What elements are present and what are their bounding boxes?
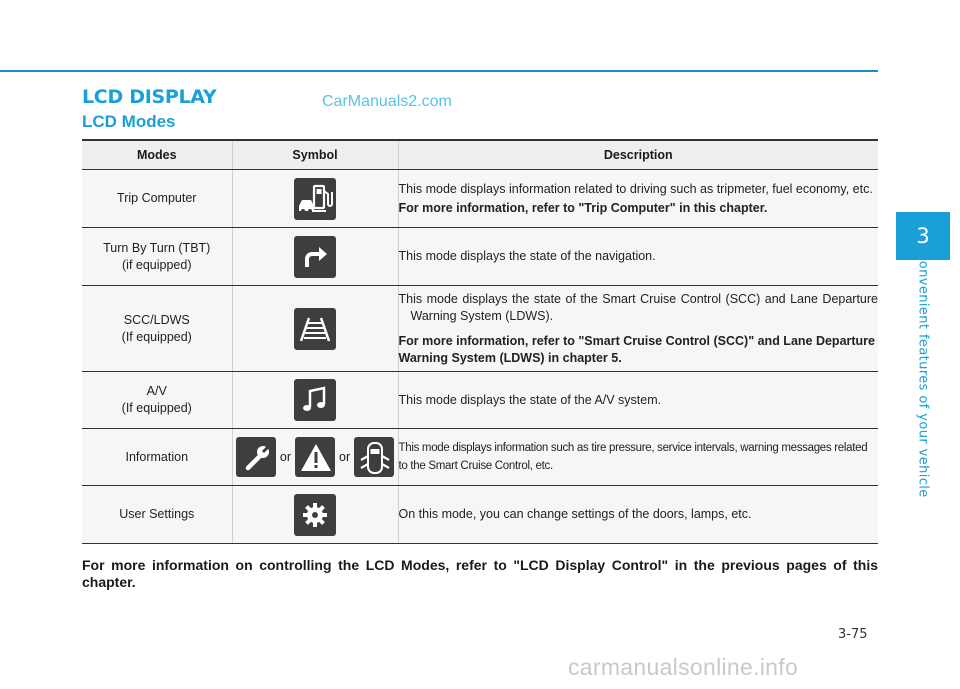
mode-qualifier: (If equipped) xyxy=(121,329,192,344)
symbol-cell xyxy=(232,228,398,286)
mode-cell xyxy=(82,372,232,429)
bottom-watermark: carmanualsonline.info xyxy=(568,654,799,680)
mode-name: SCC/LDWS xyxy=(123,312,190,327)
page-title: LCD DISPLAY xyxy=(82,86,217,108)
mode-name: Information xyxy=(125,449,189,464)
chapter-tab: 3 xyxy=(896,212,950,260)
lcd-modes-table xyxy=(82,139,878,544)
mode-cell xyxy=(82,486,232,544)
mode-cell xyxy=(82,228,232,286)
turn-arrow-icon xyxy=(294,236,336,278)
mode-cell xyxy=(82,286,232,372)
mode-description: This mode displays information related to driving such as tripmeter, fuel economy, etc. xyxy=(398,181,873,196)
symbol-cell xyxy=(232,429,398,486)
mode-reference: For more information, refer to "Trip Computer" in this chapter. xyxy=(398,200,768,215)
table-row xyxy=(82,429,878,486)
or-separator: or xyxy=(339,450,351,464)
lane-icon xyxy=(294,308,336,350)
header-modes: Modes xyxy=(82,140,232,170)
description-cell xyxy=(398,429,878,486)
warning-icon xyxy=(295,437,335,477)
music-note-icon xyxy=(294,379,336,421)
table-row xyxy=(82,170,878,228)
mode-name: Trip Computer xyxy=(117,191,197,205)
mode-description: This mode displays the state of the Smart Cruise Control (SCC) and Lane Departure Warning System (LDWS). xyxy=(398,291,878,323)
mode-description: On this mode, you can change settings of the doors, lamps, etc. xyxy=(398,507,752,521)
car-doors-icon xyxy=(354,437,394,477)
mode-qualifier: (If equipped) xyxy=(121,401,192,415)
symbol-cell xyxy=(232,372,398,429)
symbol-cell xyxy=(232,286,398,372)
table-row xyxy=(82,228,878,286)
mode-cell xyxy=(82,170,232,228)
top-rule xyxy=(0,70,878,72)
gear-icon xyxy=(294,494,336,536)
header-description: Description xyxy=(398,140,878,170)
description-cell xyxy=(398,170,878,228)
wrench-icon xyxy=(236,437,276,477)
table-header-row xyxy=(82,140,878,170)
section-subtitle: LCD Modes xyxy=(82,112,176,131)
mode-cell xyxy=(82,429,232,486)
trip-computer-icon xyxy=(294,178,336,220)
or-separator: or xyxy=(279,450,291,464)
mode-qualifier: (if equipped) xyxy=(122,257,192,272)
page-number: 3-75 xyxy=(838,627,868,642)
mode-name: Turn By Turn (TBT) xyxy=(103,240,211,255)
table-row xyxy=(82,372,878,429)
description-cell xyxy=(398,228,878,286)
table-row xyxy=(82,486,878,544)
description-cell xyxy=(398,486,878,544)
chapter-label: Convenient features of your vehicle xyxy=(915,251,931,498)
mode-description: This mode displays information such as tire pressure, service intervals, warning messages related to the Smart Cruise Control, etc. xyxy=(398,442,868,472)
watermark-link[interactable]: CarManuals2.com xyxy=(322,93,452,110)
footnote: For more information on controlling the LCD Modes, refer to "LCD Display Control" in the previous pages of this chapter. xyxy=(82,557,878,590)
description-cell xyxy=(398,372,878,429)
mode-name: User Settings xyxy=(119,507,195,521)
mode-reference: For more information, refer to "Smart Cruise Control (SCC)" and Lane Departure Warning System (LDWS) in chapter 5. xyxy=(398,333,875,365)
description-cell xyxy=(398,286,878,372)
mode-description: This mode displays the state of the navigation. xyxy=(398,249,656,263)
mode-name: A/V xyxy=(146,384,167,398)
symbol-cell xyxy=(232,170,398,228)
symbol-cell xyxy=(232,486,398,544)
header-symbol: Symbol xyxy=(232,140,398,170)
mode-description: This mode displays the state of the A/V system. xyxy=(398,392,662,407)
table-row xyxy=(82,286,878,372)
